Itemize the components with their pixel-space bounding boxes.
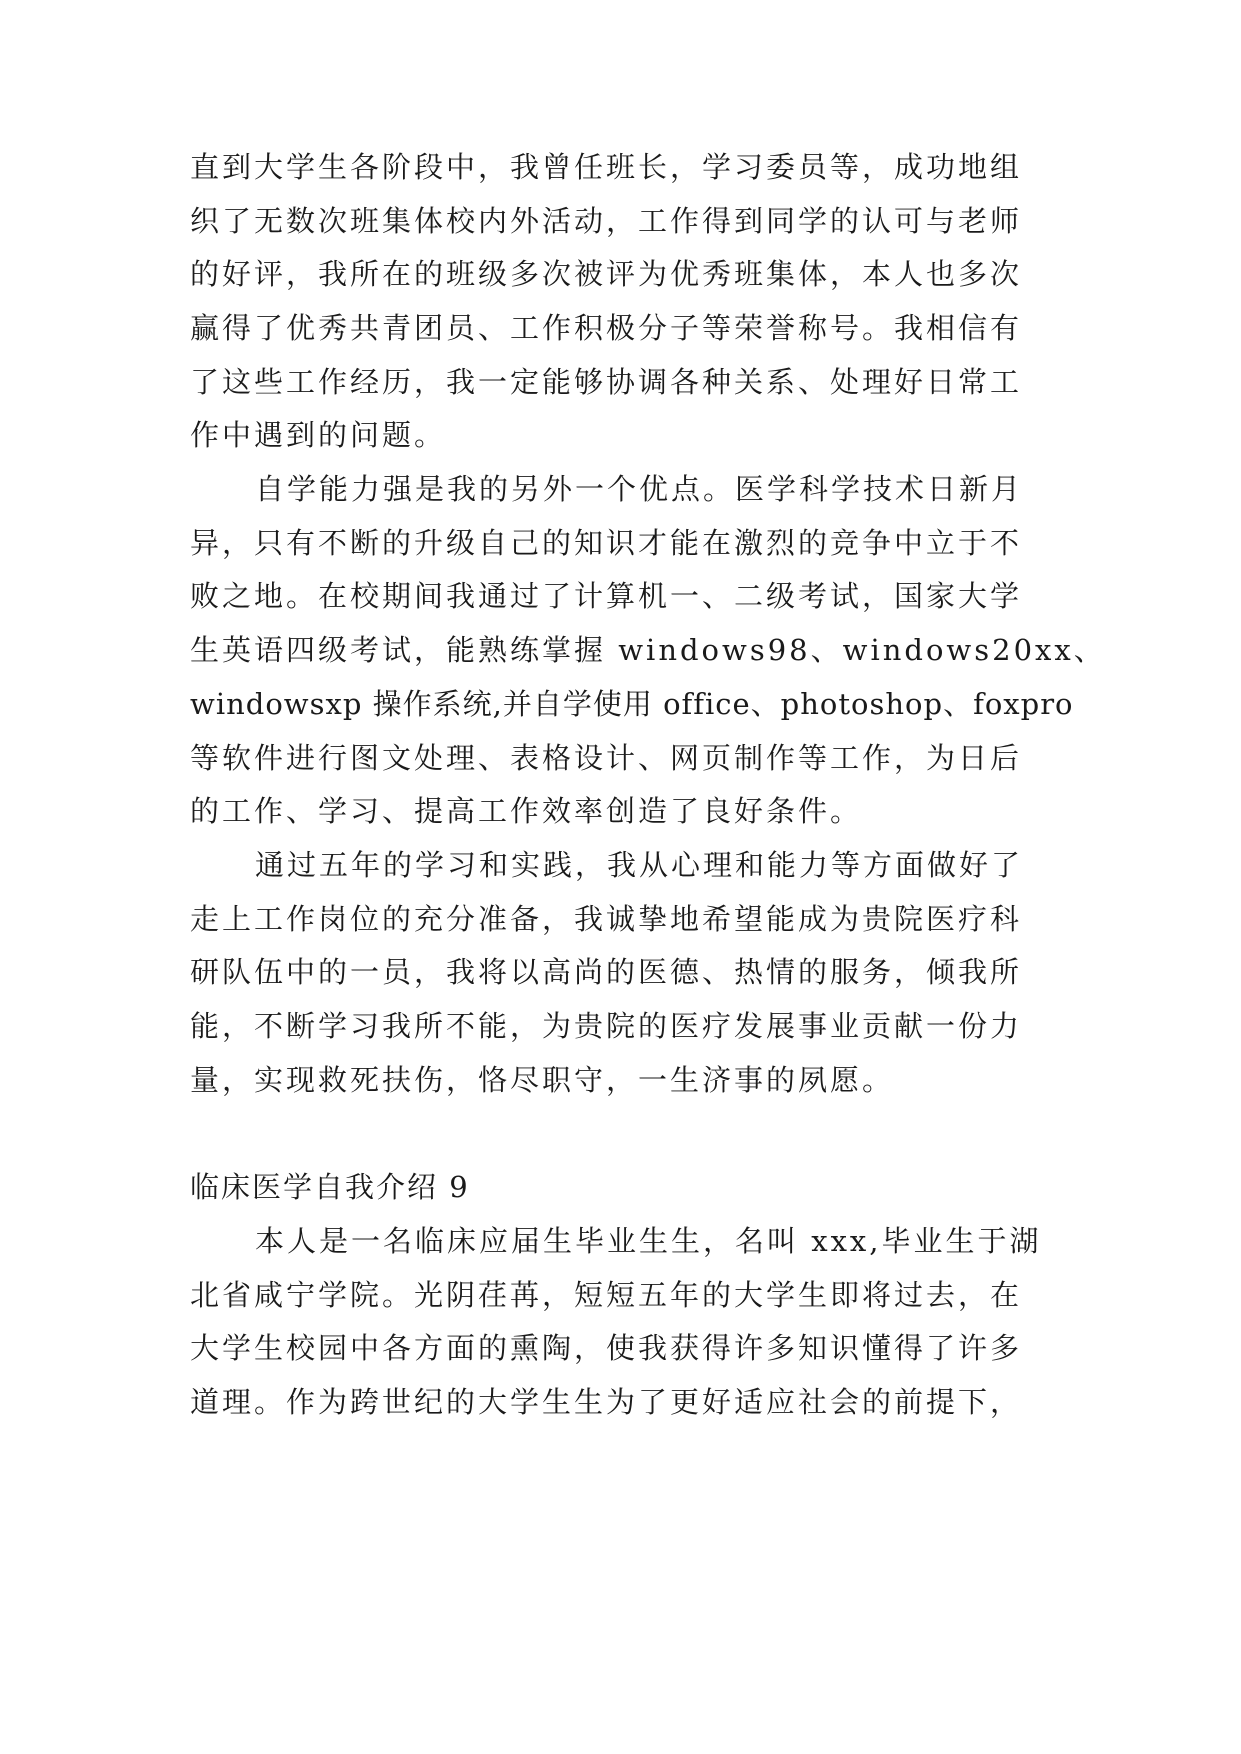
paragraph-1-line-4: 赢得了优秀共青团员、工作积极分子等荣誉称号。我相信有: [190, 311, 1023, 345]
paragraph-2-line-7: 的工作、学习、提高工作效率创造了良好条件。: [190, 794, 863, 828]
paragraph-4-line-4: 道理。作为跨世纪的大学生生为了更好适应社会的前提下，: [190, 1385, 1023, 1419]
paragraph-3-line-3: 研队伍中的一员，我将以高尚的医德、热情的服务，倾我所: [190, 955, 1023, 989]
paragraph-2-line-1: 自学能力强是我的另外一个优点。医学科学技术日新月: [255, 472, 1024, 506]
paragraph-4-line-3: 大学生校园中各方面的熏陶，使我获得许多知识懂得了许多: [190, 1331, 1023, 1365]
paragraph-1-line-6: 作中遇到的问题。: [190, 418, 447, 452]
paragraph-1-line-3: 的好评，我所在的班级多次被评为优秀班集体，本人也多次: [190, 257, 1023, 291]
paragraph-4-line-1: 本人是一名临床应届生毕业生生，名叫 xxx,毕业生于湖: [255, 1224, 1042, 1258]
paragraph-3-line-1: 通过五年的学习和实践，我从心理和能力等方面做好了: [255, 848, 1024, 882]
paragraph-2-line-6: 等软件进行图文处理、表格设计、网页制作等工作，为日后: [190, 741, 1023, 775]
paragraph-3-line-5: 量，实现救死扶伤，恪尽职守，一生济事的夙愿。: [190, 1063, 895, 1097]
paragraph-1-line-2: 织了无数次班集体校内外活动，工作得到同学的认可与老师: [190, 204, 1023, 238]
paragraph-2-line-3: 败之地。在校期间我通过了计算机一、二级考试，国家大学: [190, 579, 1023, 613]
paragraph-2-line-5: windowsxp 操作系统,并自学使用 office、photoshop、foxpro: [190, 687, 1074, 721]
section-heading: 临床医学自我介绍 9: [190, 1170, 470, 1204]
paragraph-4-line-2: 北省咸宁学院。光阴荏苒，短短五年的大学生即将过去，在: [190, 1278, 1023, 1312]
paragraph-3-line-4: 能，不断学习我所不能，为贵院的医疗发展事业贡献一份力: [190, 1009, 1023, 1043]
paragraph-2-line-4: 生英语四级考试，能熟练掌握 windows98、windows20xx、: [190, 633, 1106, 667]
paragraph-3-line-2: 走上工作岗位的充分准备，我诚挚地希望能成为贵院医疗科: [190, 902, 1023, 936]
paragraph-2-line-2: 异，只有不断的升级自己的知识才能在激烈的竞争中立于不: [190, 526, 1023, 560]
paragraph-1-line-5: 了这些工作经历，我一定能够协调各种关系、处理好日常工: [190, 365, 1023, 399]
paragraph-1-line-1: 直到大学生各阶段中，我曾任班长，学习委员等，成功地组: [190, 150, 1023, 184]
